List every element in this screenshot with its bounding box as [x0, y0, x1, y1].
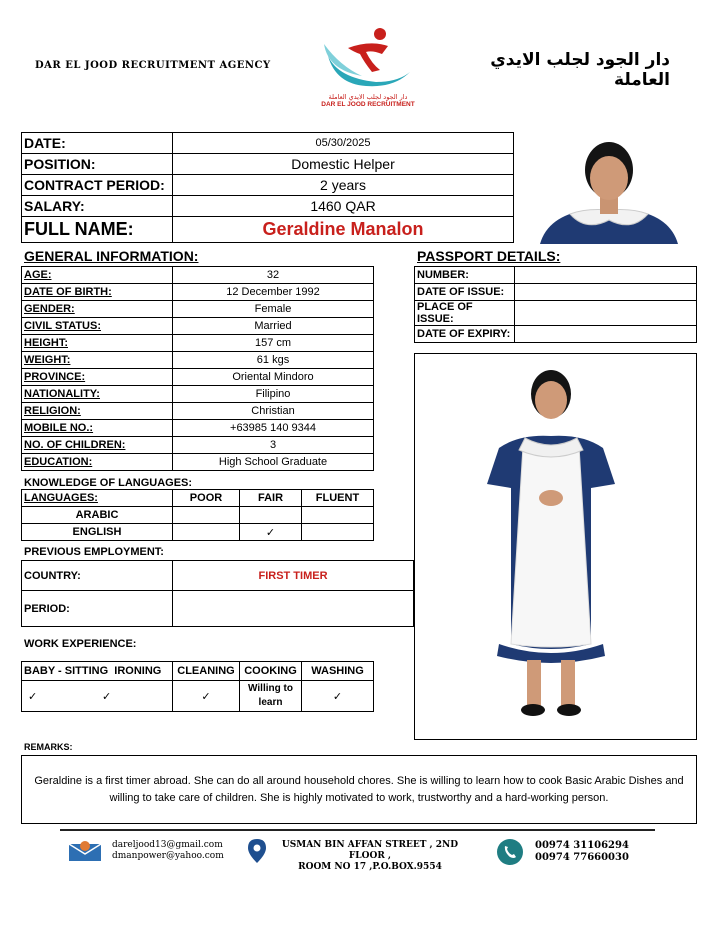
work-values-baby-ironing — [22, 681, 173, 712]
remarks-title: REMARKS: — [24, 742, 73, 752]
languages-header: LANGUAGES: — [22, 490, 173, 507]
washing-header: WASHING — [302, 662, 374, 681]
email-1[interactable]: dareljood13@gmail.com — [112, 840, 223, 850]
language-poor — [173, 507, 240, 524]
passport-label: NUMBER: — [415, 267, 515, 284]
general-value: Filipino — [173, 386, 374, 403]
general-info-title: GENERAL INFORMATION: — [24, 248, 199, 264]
previous-employment-title: PREVIOUS EMPLOYMENT: — [24, 546, 164, 558]
location-pin-icon — [247, 838, 267, 869]
general-label: DATE OF BIRTH: — [22, 284, 173, 301]
language-name: ENGLISH — [22, 524, 173, 541]
footer-divider — [60, 829, 655, 831]
baby-sitting-value: ✓ — [28, 690, 38, 703]
washing-value: ✓ — [302, 681, 374, 712]
language-poor — [173, 524, 240, 541]
footer-emails — [112, 840, 224, 862]
general-label: RELIGION: — [22, 403, 173, 420]
contract-value: 2 years — [173, 175, 514, 196]
passport-label: PLACE OF ISSUE: — [415, 301, 515, 326]
logo-text-ar: دار الجود لجلب الايدي العاملة — [328, 93, 408, 101]
previous-employment-table — [21, 560, 414, 627]
language-fluent — [302, 507, 374, 524]
salary-value: 1460 QAR — [173, 196, 514, 217]
agency-name-ar: دار الجود لجلب الايدي العاملة — [490, 50, 670, 90]
work-experience-title: WORK EXPERIENCE: — [24, 638, 137, 650]
position-value: Domestic Helper — [173, 154, 514, 175]
general-value: 61 kgs — [173, 352, 374, 369]
general-value: Married — [173, 318, 374, 335]
languages-table — [21, 489, 374, 541]
general-info-table — [21, 266, 374, 471]
general-value: 3 — [173, 437, 374, 454]
general-label: HEIGHT: — [22, 335, 173, 352]
general-value: 157 cm — [173, 335, 374, 352]
country-value: FIRST TIMER — [173, 561, 414, 591]
general-label: WEIGHT: — [22, 352, 173, 369]
passport-value — [515, 326, 697, 343]
period-value — [173, 591, 414, 627]
poor-header: POOR — [173, 490, 240, 507]
country-label: COUNTRY: — [22, 561, 173, 591]
general-value: +63985 140 9344 — [173, 420, 374, 437]
cleaning-value: ✓ — [173, 681, 240, 712]
passport-label: DATE OF ISSUE: — [415, 284, 515, 301]
passport-value — [515, 284, 697, 301]
top-info-table — [21, 132, 514, 243]
email-icon — [68, 840, 102, 867]
passport-value — [515, 267, 697, 284]
remarks-box — [21, 755, 697, 824]
footer-phones — [535, 840, 629, 864]
general-label: AGE: — [22, 267, 173, 284]
period-label: PERIOD: — [22, 591, 173, 627]
phone-2[interactable]: 00974 77660030 — [535, 852, 629, 863]
fair-header: FAIR — [240, 490, 302, 507]
languages-title: KNOWLEDGE OF LANGUAGES: — [24, 477, 193, 489]
general-label: EDUCATION: — [22, 454, 173, 471]
general-label: MOBILE NO.: — [22, 420, 173, 437]
salary-label: SALARY: — [22, 196, 173, 217]
language-fluent — [302, 524, 374, 541]
passport-title: PASSPORT DETAILS: — [417, 248, 561, 264]
logo-icon — [318, 26, 418, 88]
work-experience-table — [21, 661, 374, 712]
baby-sitting-header: BABY - SITTING — [24, 665, 109, 677]
fullname-value: Geraldine Manalon — [173, 217, 514, 243]
remarks-text: Geraldine is a first timer abroad. She can do all around household chores. She is willing to learn how to cook Basic Arabic Dishes and willing to take care of children. She is highly motivated to work, trustworthy and a hard-working person. — [34, 774, 684, 804]
general-value: 12 December 1992 — [173, 284, 374, 301]
cooking-value: Willing to learn — [240, 681, 302, 712]
footer-address — [272, 840, 468, 873]
logo-text-en: DAR EL JOOD RECRUITMENT — [321, 101, 415, 108]
general-label: NATIONALITY: — [22, 386, 173, 403]
agency-name-en: DAR EL JOOD RECRUITMENT AGENCY — [35, 60, 271, 71]
phone-1[interactable]: 00974 31106294 — [535, 840, 629, 851]
general-label: GENDER: — [22, 301, 173, 318]
passport-label: DATE OF EXPIRY: — [415, 326, 515, 343]
general-value: Female — [173, 301, 374, 318]
date-value: 05/30/2025 — [173, 133, 514, 154]
cooking-header: COOKING — [240, 662, 302, 681]
fluent-header: FLUENT — [302, 490, 374, 507]
ironing-header: IRONING — [114, 665, 162, 677]
fullname-label: FULL NAME: — [22, 217, 173, 243]
contract-label: CONTRACT PERIOD: — [22, 175, 173, 196]
general-value: Oriental Mindoro — [173, 369, 374, 386]
address-line-2: ROOM NO 17 ,P.O.BOX.9554 — [298, 862, 442, 872]
phone-icon — [496, 838, 524, 871]
general-value: High School Graduate — [173, 454, 374, 471]
passport-table — [414, 266, 697, 343]
language-fair — [240, 507, 302, 524]
passport-value — [515, 301, 697, 326]
work-header-baby-ironing — [22, 662, 173, 681]
general-label: NO. OF CHILDREN: — [22, 437, 173, 454]
cleaning-header: CLEANING — [173, 662, 240, 681]
general-label: CIVIL STATUS: — [22, 318, 173, 335]
ironing-value: ✓ — [102, 690, 112, 703]
language-name: ARABIC — [22, 507, 173, 524]
headshot-photo — [536, 136, 682, 244]
general-value: 32 — [173, 267, 374, 284]
agency-logo — [318, 26, 418, 106]
position-label: POSITION: — [22, 154, 173, 175]
date-label: DATE: — [22, 133, 173, 154]
full-body-photo — [414, 353, 697, 740]
email-2[interactable]: dmanpower@yahoo.com — [112, 851, 224, 861]
address-line-1: USMAN BIN AFFAN STREET , 2ND FLOOR , — [281, 840, 459, 861]
general-label: PROVINCE: — [22, 369, 173, 386]
language-fair: ✓ — [240, 524, 302, 541]
general-value: Christian — [173, 403, 374, 420]
